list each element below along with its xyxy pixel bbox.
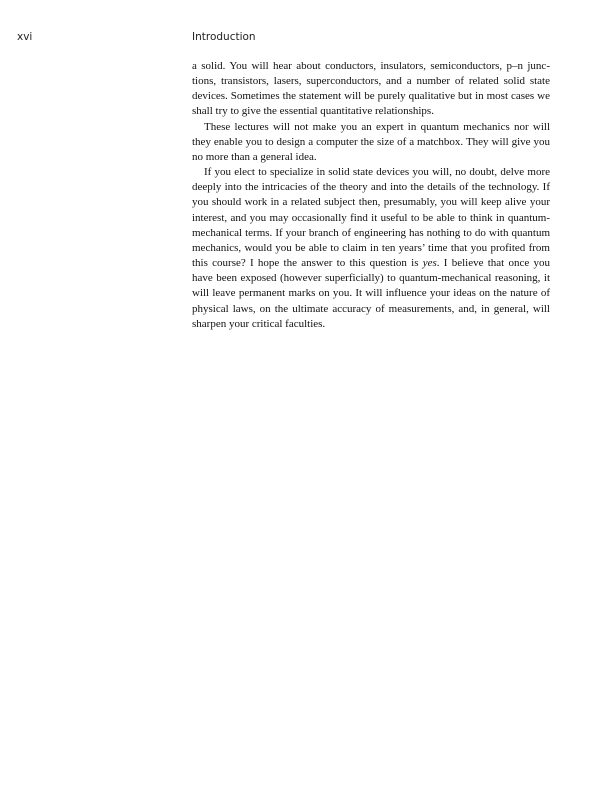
paragraph-3-text-end: . I believe that once you have been exposed (however superficially) to quantum-mechanical reasoning, it will leave permanent marks on you. It will influence your ideas on the nature of physical laws, on the ultimate accuracy of measurements, and, in general, will sharpen your critical faculties. bbox=[192, 257, 550, 330]
page-number: xvi bbox=[17, 31, 33, 43]
paragraph-2 bbox=[192, 120, 550, 165]
paragraph-3 bbox=[192, 165, 550, 332]
paragraph-1-text: a solid. You will hear about conductors, insulators, semiconductors, p–n junctions, transistors, lasers, superconductors, and a number of related solid state devices. Sometimes the statement will be purely qualitative but in most cases we shall try to give the essential quantitative relationships. bbox=[192, 60, 550, 118]
paragraph-3-text-start: If you elect to specialize in solid state devices you will, no doubt, delve more deeply into the intricacies of the theory and into the details of the technology. If you should work in a related subject then, presumably, you will keep alive your interest, and you may occasionally find it useful to be able to think in quantum-mechanical terms. If your branch of engineering has nothing to do with quantum mechanics, would you be able to claim in ten years’ time that you profited from this course? I hope the answer to this question is bbox=[192, 166, 550, 270]
emphasis-yes: yes bbox=[422, 257, 437, 270]
paragraph-1 bbox=[192, 59, 550, 120]
running-head: Introduction bbox=[192, 31, 256, 43]
body-text bbox=[192, 59, 550, 332]
paragraph-2-text: These lectures will not make you an expert in quantum mechanics nor will they enable you to design a computer the size of a matchbox. They will give you no more than a general idea. bbox=[192, 120, 550, 163]
